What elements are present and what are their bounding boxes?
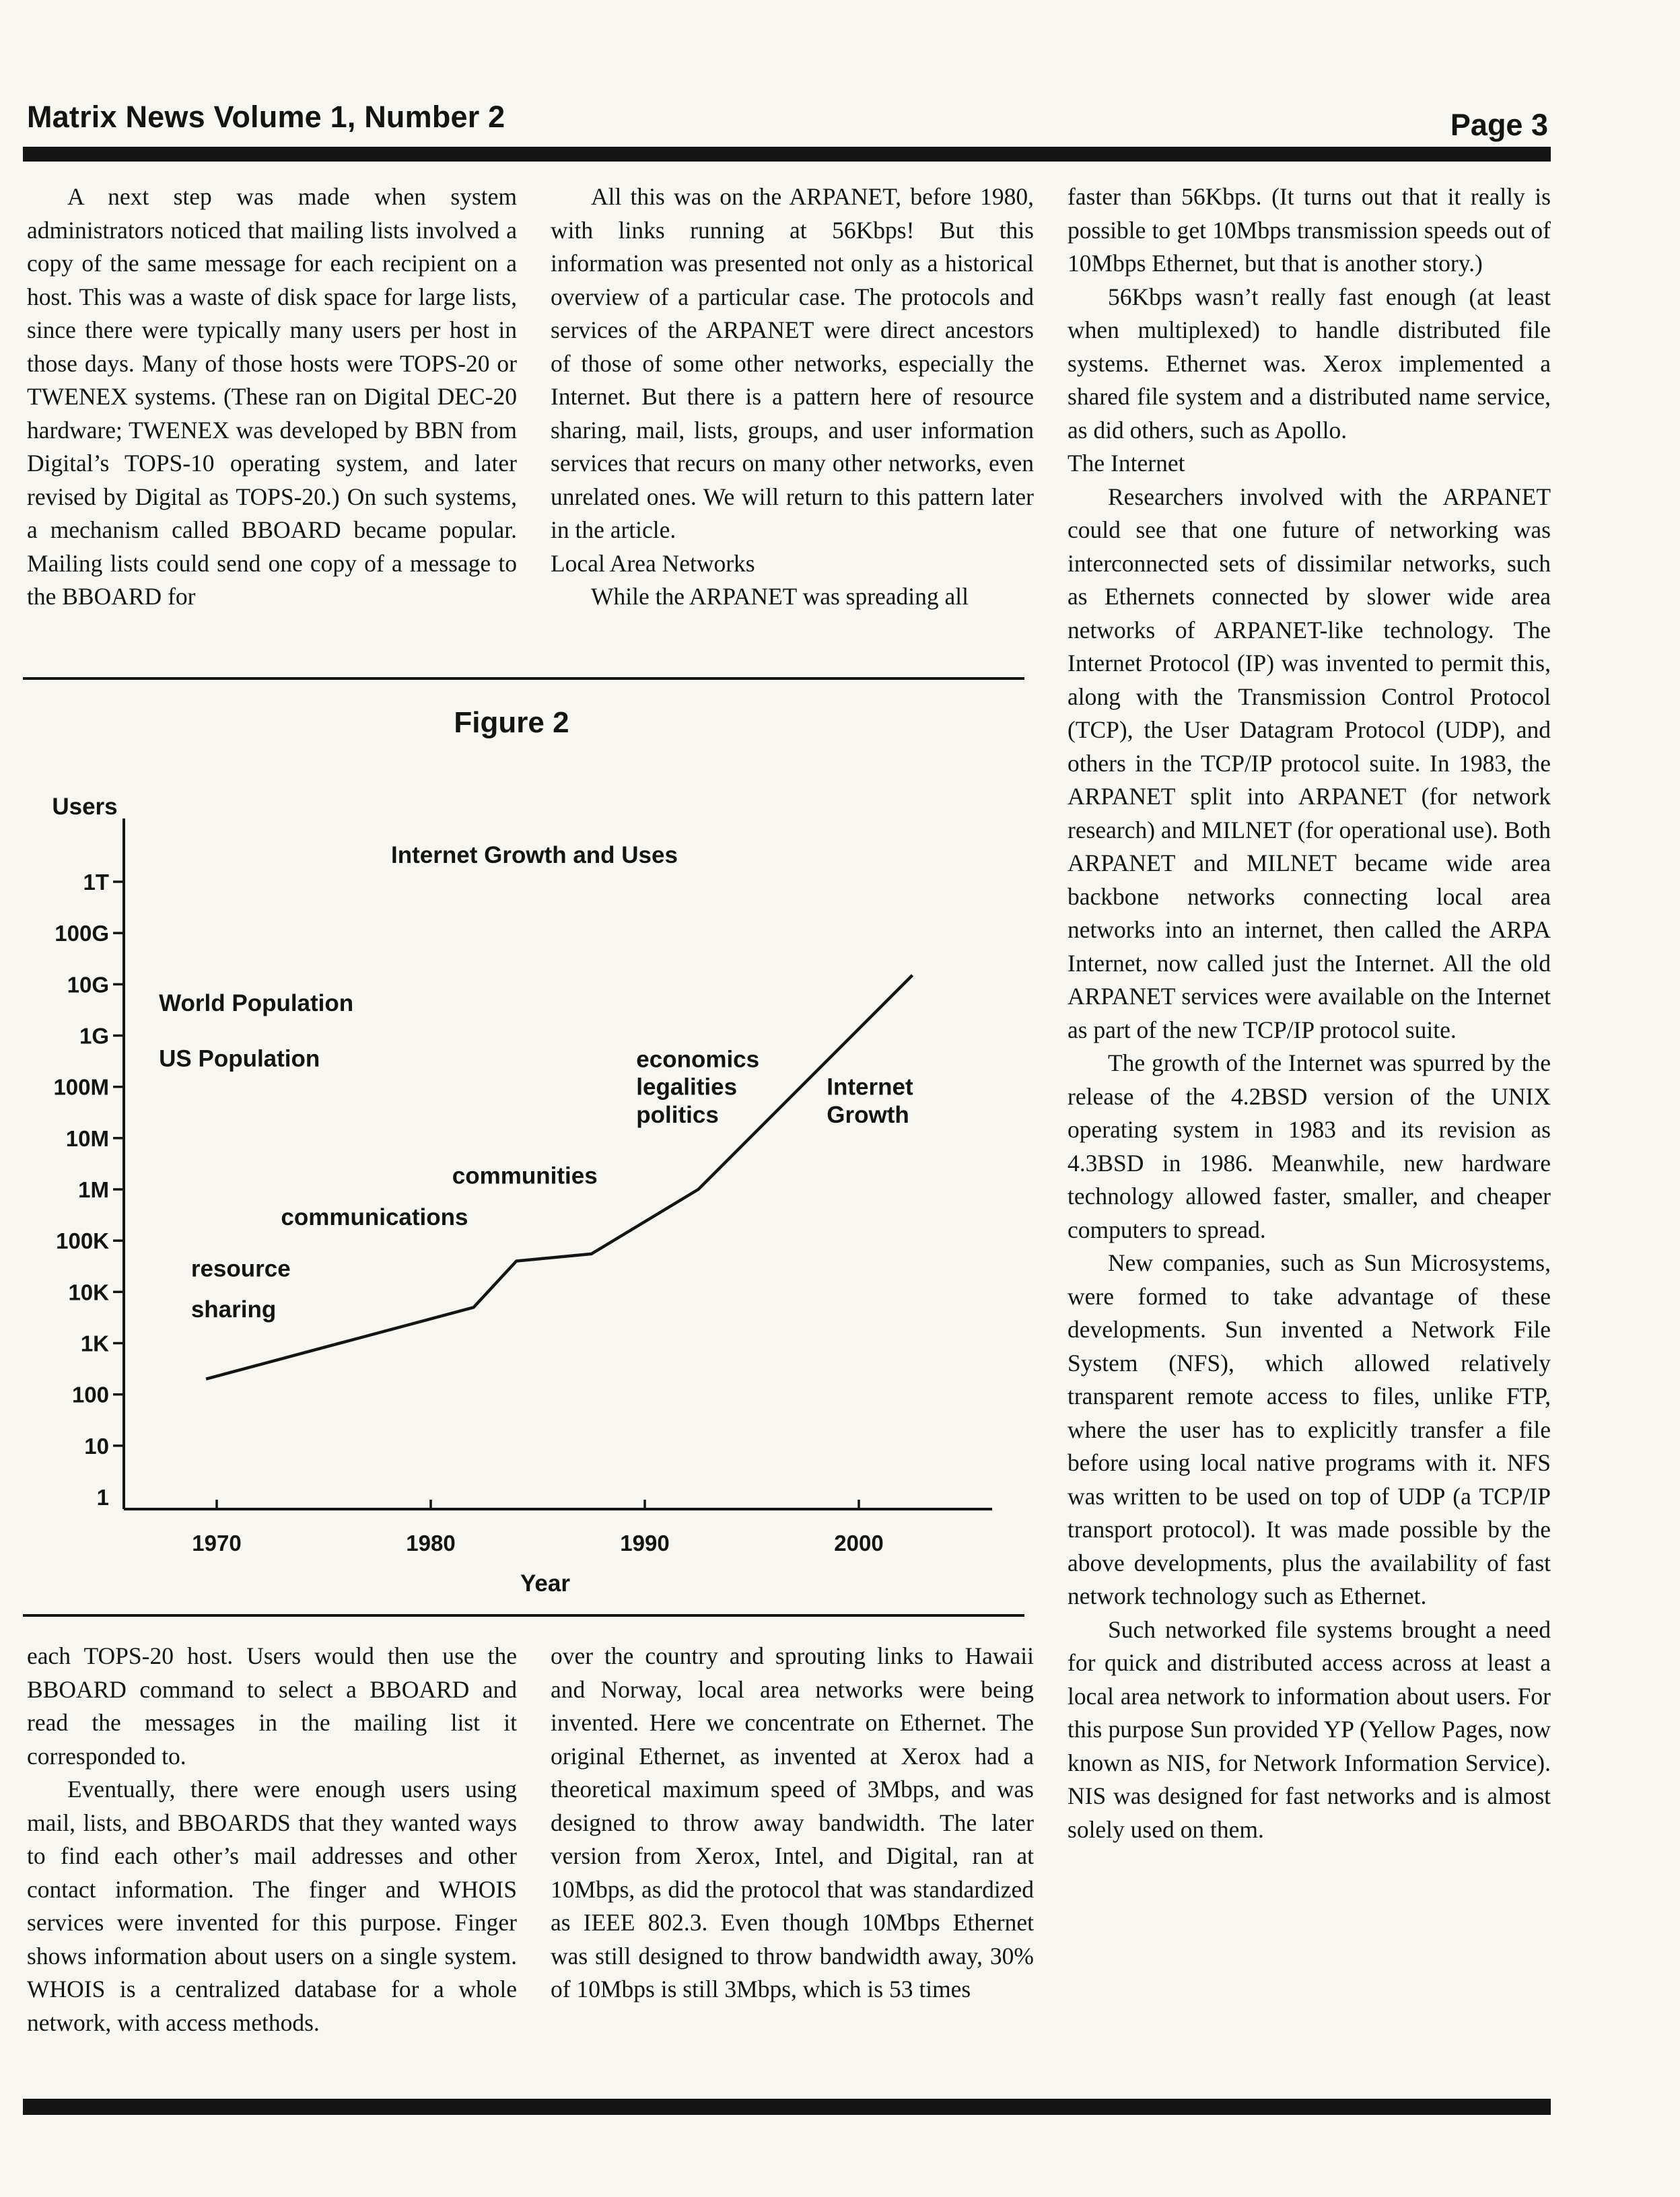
chart-annotation: economics bbox=[636, 1046, 760, 1073]
y-tick-label: 10G bbox=[67, 972, 109, 998]
paragraph: 56Kbps wasn’t really fast enough (at least when multiplexed) to handle distributed file systems. Ethernet was. Xerox implemented a shared file system and a distributed name service, as did others, such as Apollo. bbox=[1068, 283, 1551, 444]
y-tick-label: 100G bbox=[55, 921, 109, 946]
column-2-top bbox=[551, 180, 1034, 614]
y-tick-label: 1M bbox=[78, 1177, 109, 1202]
chart-annotation: sharing bbox=[190, 1296, 277, 1323]
paragraph: Eventually, there were enough users using mail, lists, and BBOARDS that they wanted ways to find each other’s mail addresses and other contact information. The finger and WHOIS services were invented for this purpose. Finger shows information about users on a single system. WHOIS is a centralized database for a whole network, with access methods. bbox=[27, 1776, 517, 2036]
figure-top-rule bbox=[23, 677, 1024, 680]
newsletter-title: Matrix News Volume 1, Number 2 bbox=[27, 100, 505, 134]
chart-annotation: communications bbox=[281, 1204, 468, 1231]
top-rule bbox=[23, 147, 1551, 162]
section-heading-the-internet: The Internet bbox=[1068, 450, 1185, 477]
paragraph: While the ARPANET was spreading all bbox=[591, 583, 969, 610]
paragraph: Such networked file systems brought a need for quick and distributed access across at least a local area network to information about users. For this purpose Sun provided YP (Yellow Pages, now known as NIS, for Network Information Service). NIS was designed for fast networks and is almost solely used on them. bbox=[1068, 1615, 1551, 1843]
chart-annotations bbox=[159, 990, 913, 1323]
y-tick-label: 10 bbox=[84, 1433, 109, 1459]
x-tick-label: 2000 bbox=[834, 1531, 884, 1556]
chart-annotation: resource bbox=[190, 1255, 291, 1282]
figure-bottom-rule bbox=[23, 1614, 1024, 1617]
paragraph: All this was on the ARPANET, before 1980, with links running at 56Kbps! But this information was presented not only as a historical overview of a particular case. The protocols and services of the ARPANET were direct ancestors of those of some other networks, especially the Internet. But there is a pattern here of resource sharing, mail, lists, groups, and user information services that recurs on many other networks, even unrelated ones. We will return to this pattern later in the article. bbox=[551, 183, 1034, 543]
chart-annotation: politics bbox=[636, 1101, 719, 1128]
y-tick-label: 10K bbox=[68, 1280, 109, 1305]
x-tick-label: 1970 bbox=[192, 1531, 242, 1556]
paragraph: over the country and sprouting links to Hawaii and Norway, local area networks were being invented. Here we concentrate on Ethernet. The original Ethernet, as invented at Xerox had a theoretical maximum speed of 3Mbps, and was designed to throw away bandwidth. The later version from Xerox, Intel, and Digital, ran at 10Mbps, as did the protocol that was standardized as IEEE 802.3. Even though 10Mbps Ethernet was still designed to throw bandwidth away, 30% of 10Mbps is still 3Mbps, which is 53 times bbox=[551, 1642, 1034, 2002]
bottom-rule bbox=[23, 2099, 1551, 2115]
column-1-top bbox=[27, 180, 517, 614]
chart-annotation: communities bbox=[452, 1162, 598, 1189]
column-1-bottom bbox=[27, 1640, 517, 2039]
section-heading-local-area-networks: Local Area Networks bbox=[551, 549, 755, 577]
chart-annotation: legalities bbox=[636, 1074, 738, 1101]
y-axis-ticks bbox=[53, 870, 124, 1510]
paragraph: each TOPS-20 host. Users would then use the BBOARD command to select a BBOARD and read the messages in the mailing list it corresponded to. bbox=[27, 1642, 517, 1770]
column-2-bottom bbox=[551, 1640, 1034, 2007]
paragraph: New companies, such as Sun Microsystems, were formed to take advantage of these developments. Sun invented a Network File System (NFS), which allowed relatively transparent remote access to files, unlike FTP, where the user has to explicitly transfer a file before using local native programs with it. NFS was written to be used on top of UDP (a TCP/IP transport protocol). It was made possible by the above developments, plus the availability of fast network technology such as Ethernet. bbox=[1068, 1249, 1551, 1609]
figure-2-chart bbox=[23, 687, 1024, 1609]
column-3 bbox=[1068, 180, 1551, 1846]
chart-annotation: World Population bbox=[159, 990, 354, 1017]
y-tick-label: 10M bbox=[65, 1125, 109, 1151]
paragraph: faster than 56Kbps. (It turns out that it really is possible to get 10Mbps transmission speeds out of 10Mbps Ethernet, but that is another story.) bbox=[1068, 183, 1551, 277]
y-tick-label: 100K bbox=[56, 1228, 109, 1254]
x-tick-label: 1990 bbox=[620, 1531, 670, 1556]
x-axis-label: Year bbox=[520, 1570, 570, 1597]
paragraph: A next step was made when system administrators noticed that mailing lists involved a copy of the same message for each recipient on a host. This was a waste of disk space for large lists, since there were typically many users per host in those days. Many of those hosts were TOPS-20 or TWENEX systems. (These ran on Digital DEC-20 hardware; TWENEX was developed by BBN from Digital’s TOPS-10 operating system, and later revised by Digital as TOPS-20.) On such systems, a mechanism called BBOARD became popular. Mailing lists could send one copy of a message to the BBOARD for bbox=[27, 183, 517, 610]
x-tick-label: 1980 bbox=[406, 1531, 456, 1556]
y-tick-label: 100M bbox=[53, 1074, 109, 1100]
page-number: Page 3 bbox=[1450, 108, 1548, 142]
y-tick-label: 1 bbox=[96, 1485, 109, 1510]
y-tick-label: 100 bbox=[71, 1382, 109, 1407]
figure-title: Figure 2 bbox=[454, 706, 569, 739]
chart-annotation: US Population bbox=[159, 1045, 320, 1072]
paragraph: Researchers involved with the ARPANET could see that one future of networking was interconnected sets of dissimilar networks, such as Ethernets connected by slower wide area networks of ARPANET-like technology. The Internet Protocol (IP) was invented to permit this, along with the Transmission Control Protocol (TCP), the User Datagram Protocol (UDP), and others in the TCP/IP protocol suite. In 1983, the ARPANET split into ARPANET (for network research) and MILNET (for operational use). Both ARPANET and MILNET became wide area backbone networks connecting local area networks into an internet, then called the ARPA Internet, now called just the Internet. All the old ARPANET services were available on the Internet as part of the new TCP/IP protocol suite. bbox=[1068, 483, 1551, 1043]
chart-subtitle: Internet Growth and Uses bbox=[391, 842, 678, 868]
y-tick-label: 1G bbox=[79, 1023, 109, 1049]
y-axis-label: Users bbox=[52, 794, 118, 820]
y-tick-label: 1T bbox=[83, 870, 109, 895]
chart-annotation: Growth bbox=[827, 1101, 909, 1128]
paragraph: The growth of the Internet was spurred by the release of the 4.2BSD version of the UNIX operating system in 1983 and its revision as 4.3BSD in 1986. Meanwhile, new hardware technology allowed faster, smaller, and cheaper computers to spread. bbox=[1068, 1049, 1551, 1243]
chart-annotation: Internet bbox=[827, 1074, 913, 1101]
y-tick-label: 1K bbox=[80, 1331, 109, 1356]
